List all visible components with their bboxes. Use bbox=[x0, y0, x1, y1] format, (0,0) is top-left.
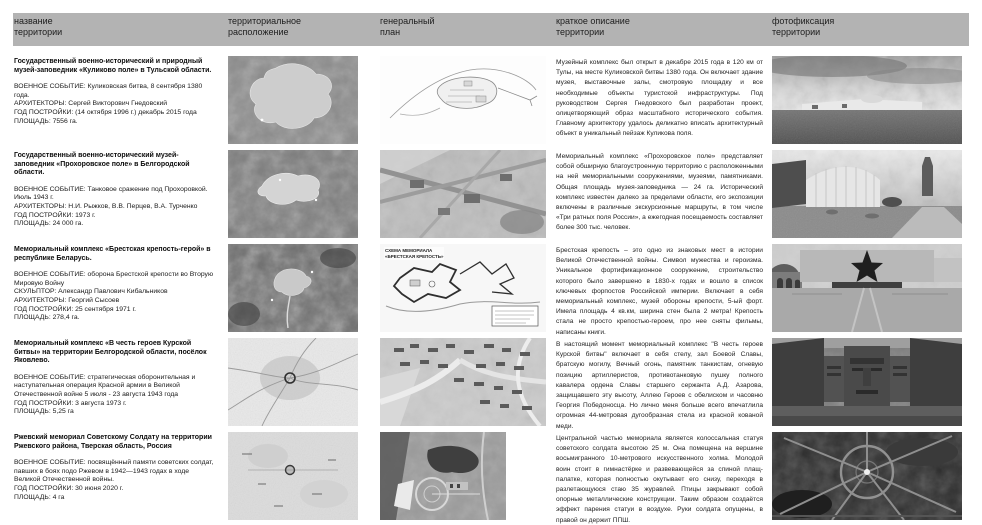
detail-line: ПЛОЩАДЬ: 5,25 га bbox=[14, 408, 74, 416]
description-cell: Брестская крепость – это одно из знаковых мест в истории Великой Отечественной войны. Символ мужества и героизма. Уникальное фортификационное сооружение, строительство которого было завершено в 1830-х годах и вошло в список ключевых форпостов Российской империи. Включает в себя мемориальный комплекс, музей обороны крепости, 5-ый форт. Имела площадь 4 кв.км, ширина стен была 2 метра! Крепость стала не просто крепостью-героем, про нее сняты фильмы, написаны книги. bbox=[556, 247, 763, 336]
detail-line: ВОЕННОЕ СОБЫТИЕ: стратегическая оборонительная и наступательная операция Красной армии в Великой Отечественной войне 5 июля - 23 августа 1943 года bbox=[14, 373, 196, 398]
master-plan-image bbox=[380, 56, 546, 144]
location-map-cell bbox=[228, 244, 358, 332]
territory-name-cell bbox=[14, 340, 214, 417]
territory-title: Ржевский мемориал Советскому Солдату на территории Ржевского района, Тверская область, Россия bbox=[14, 434, 212, 450]
detail-line: ГОД ПОСТРОЙКИ: (14 октября 1996 г.) декабрь 2015 года bbox=[14, 108, 197, 116]
photo-cell bbox=[772, 244, 962, 332]
photo-cell bbox=[772, 56, 962, 144]
location-map-cell bbox=[228, 56, 358, 144]
detail-line: ВОЕННОЕ СОБЫТИЕ: Танковое сражение под Прохоровкой. Июль 1943 г. bbox=[14, 185, 208, 202]
location-map-image bbox=[228, 244, 358, 332]
detail-line: ГОД ПОСТРОЙКИ: 1973 г. bbox=[14, 211, 96, 219]
header-line: краткое описание bbox=[556, 16, 630, 26]
detail-line: СКУЛЬПТОР: Александр Павлович Кибальников bbox=[14, 288, 168, 296]
territory-title: Мемориальный комплекс «В честь героев Курской битвы» на территории Белгородской области, посёлок Яковлево. bbox=[14, 340, 207, 365]
master-plan-image bbox=[380, 338, 546, 426]
header-line: генеральный bbox=[380, 16, 435, 26]
territory-name-cell bbox=[14, 246, 214, 323]
detail-line: ПЛОЩАДЬ: 7556 га. bbox=[14, 117, 78, 125]
detail-line: ВОЕННОЕ СОБЫТИЕ: оборона Брестской крепости во Вторую Мировую Войну bbox=[14, 271, 214, 287]
territory-title: Государственный военно-исторический и природный музей-заповедник «Куликово поле» в Тульской области. bbox=[14, 58, 212, 74]
detail-line: АРХИТЕКТОРЫ: Георгий Сысоев bbox=[14, 296, 120, 304]
header-col-master-plan bbox=[380, 16, 434, 38]
territory-name-cell bbox=[14, 152, 214, 229]
table-row bbox=[0, 338, 982, 430]
header-col-location bbox=[228, 16, 301, 38]
table-row bbox=[0, 244, 982, 336]
plan-title-label bbox=[384, 247, 444, 260]
header-line: территориальное bbox=[228, 16, 302, 26]
header-line: расположение bbox=[228, 27, 289, 37]
detail-line: ВОЕННОЕ СОБЫТИЕ: посвящённый памяти советских солдат, павших в боях подо Ржевом в 1942—1943 годах в ходе Великой Отечественной войны. bbox=[14, 459, 214, 484]
master-plan-image bbox=[380, 432, 506, 520]
header-line: территории bbox=[556, 27, 605, 37]
location-map-image bbox=[228, 338, 358, 426]
header-col-territory-name bbox=[14, 16, 62, 38]
detail-line: ВОЕННОЕ СОБЫТИЕ: Куликовская битва, 8 сентября 1380 года. bbox=[14, 83, 203, 99]
detail-line: ГОД ПОСТРОЙКИ: 30 июня 2020 г. bbox=[14, 484, 124, 492]
photo-cell bbox=[772, 432, 962, 520]
table-row bbox=[0, 56, 982, 148]
location-map-image bbox=[228, 56, 358, 144]
territory-photo bbox=[772, 150, 962, 238]
master-plan-cell bbox=[380, 244, 546, 332]
master-plan-cell bbox=[380, 150, 546, 238]
location-map-image bbox=[228, 150, 358, 238]
header-line: план bbox=[380, 27, 401, 37]
territory-title: Мемориальный комплекс «Брестская крепость-герой» в республике Беларусь. bbox=[14, 246, 211, 262]
territory-photo bbox=[772, 244, 962, 332]
header-line: территории bbox=[772, 27, 821, 37]
location-map-cell bbox=[228, 338, 358, 426]
header-line: фотофиксация bbox=[772, 16, 835, 26]
territory-photo bbox=[772, 56, 962, 144]
master-plan-image bbox=[380, 150, 546, 238]
table-row bbox=[0, 432, 982, 524]
detail-line: ПЛОЩАДЬ: 24 000 га. bbox=[14, 220, 84, 228]
territory-photo bbox=[772, 432, 962, 520]
detail-line: ГОД ПОСТРОЙКИ: 25 сентября 1971 г. bbox=[14, 305, 136, 313]
detail-line: ГОД ПОСТРОЙКИ: 3 августа 1973 г. bbox=[14, 399, 127, 407]
detail-line: ПЛОЩАДЬ: 4 га bbox=[14, 493, 65, 501]
master-plan-cell bbox=[380, 338, 546, 426]
master-plan-cell bbox=[380, 432, 506, 520]
territory-name-cell bbox=[14, 434, 214, 502]
table-row bbox=[0, 150, 982, 242]
plan-title-line: «БРЕСТСКАЯ КРЕПОСТЬ» bbox=[385, 253, 444, 259]
territory-name-cell bbox=[14, 58, 214, 126]
detail-line: ПЛОЩАДЬ: 278,4 га. bbox=[14, 314, 80, 322]
detail-line: АРХИТЕКТОРЫ: Сергей Викторович Гнедовский bbox=[14, 100, 168, 108]
master-plan-cell bbox=[380, 56, 546, 144]
description-cell: Музейный комплекс был открыт в декабре 2015 года в 120 км от Тулы, на месте Куликовской битвы 1380 года. Он включает здание музея, выставочные залы, смотровую площадку и все необходимые объекты туристской инфраструктуры. Под руководством Сергея Гнедовского был разработан проект, олицетворяющий образ масштабного исторического события. Главному архитектору удалось деликатно вписать архитектурный объект в уникальный пейзаж Куликова поля. bbox=[556, 59, 763, 138]
location-map-cell bbox=[228, 150, 358, 238]
header-col-photos bbox=[772, 16, 834, 38]
photo-cell bbox=[772, 150, 962, 238]
description-cell: Центральной частью мемориала является колоссальная статуя советского солдата высотою 25 м. Она помещена на вершине восьмигранного 10-метрового искусственного холма. Молодой воин стоит в гимнастёрке и развевающейся за спиной плащ-палатке, которая полностью окутывает его снизу, переходя в разлетающуюся стаю 35 журавлей. Птицы закрывают собой опорные металлические конструкции. Таким образом создаётся эффект парения статуи в воздухе. Руки солдата опущены, в правой он держит ППШ. bbox=[556, 435, 763, 524]
description-cell: Мемориальный комплекс «Прохоровское поле» представляет собой обширную благоустроенную территорию с расположенными на ней мемориальными сооружениями, музеями, памятниками. Общая площадь музея-заповедника — 24 га. Исторический комплекс известен далеко за пределами области, его экспозиции включены в различные экскурсионные маршруты, в том числе «Три ратных поля России», а ежегодная посещаемость составляет более 300 тыс. человек. bbox=[556, 153, 763, 232]
photo-cell bbox=[772, 338, 962, 426]
header-line: название bbox=[14, 16, 53, 26]
description-cell: В настоящий момент мемориальный комплекс "В честь героев Курской битвы" включает в себя стелу, зал Боевой Славы, братскую могилу, Вечный огонь, памятник танкистам, огневую позицию артиллеристов, противотанковую пушку полного кавалера ордена Славы старшего сержанта А.Д. Азарова, защищавшего эту высоту, Аллею Героев с обелиском и часовню Георгия Победоносца. Но лично меня больше всего впечатлила огромная 44-метровая дугообразная стела из красной кованой меди. bbox=[556, 341, 763, 430]
location-map-image bbox=[228, 432, 358, 520]
territory-photo bbox=[772, 338, 962, 426]
territory-title: Государственный военно-исторический музей-заповедник «Прохоровское поле» в Белгородской области. bbox=[14, 152, 190, 177]
header-line: территории bbox=[14, 27, 63, 37]
plan-title-line: СХЕМА МЕМОРИАЛА bbox=[385, 248, 433, 253]
location-map-cell bbox=[228, 432, 358, 520]
header-col-description bbox=[556, 16, 630, 38]
detail-line: АРХИТЕКТОРЫ: Н.И. Рыжков, В.В. Перцев, В.А. Турченко bbox=[14, 202, 198, 210]
